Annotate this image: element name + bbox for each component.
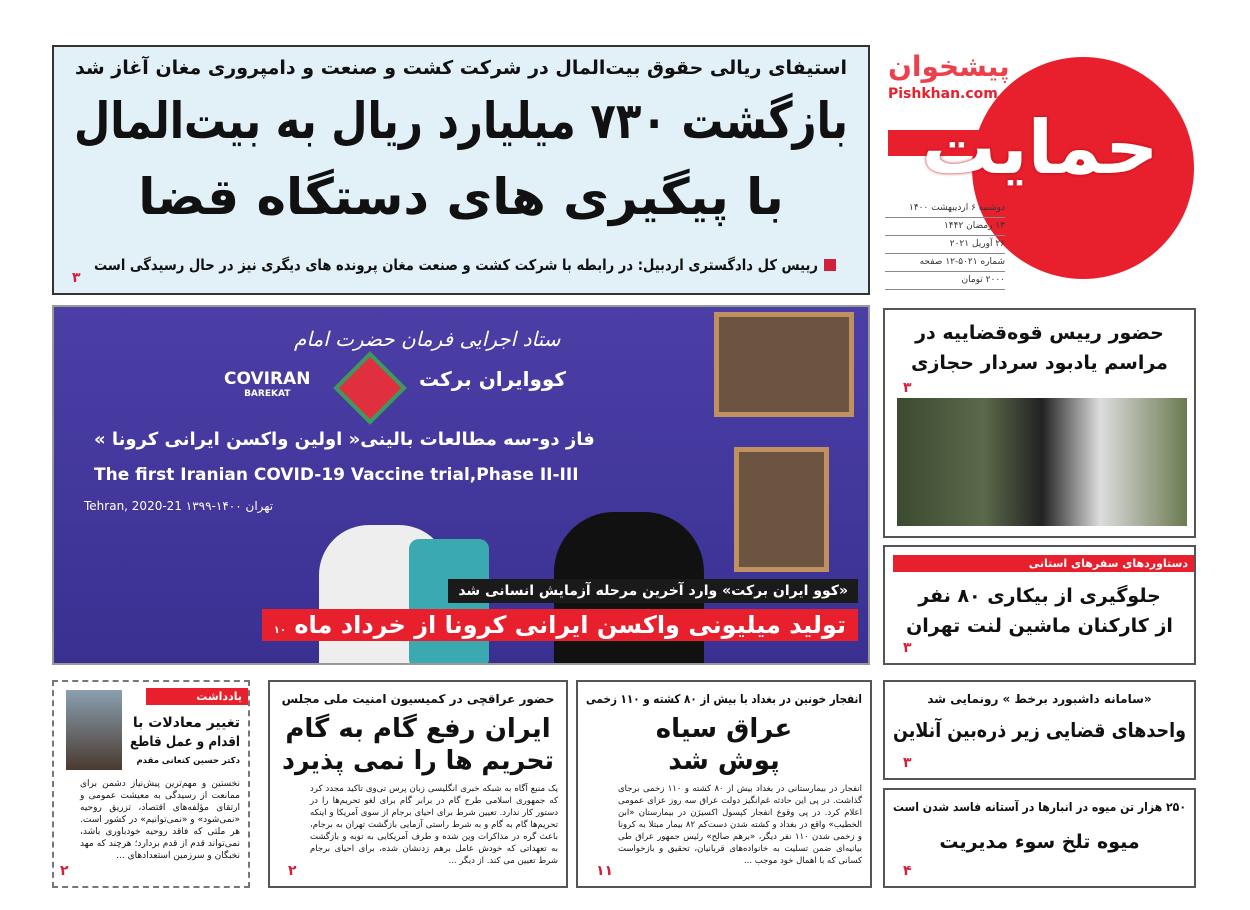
- story-headline: [270, 713, 566, 777]
- right-story-judiciary-chief[interactable]: [883, 308, 1196, 538]
- story-kicker: ۲۵۰ هزار تن میوه در انبارها در آستانه فاسد شدن است: [893, 800, 1186, 814]
- story-kicker: حضور عراقچی در کمیسیون امنیت ملی مجلس: [281, 692, 555, 706]
- page-ref: ۲: [60, 863, 69, 879]
- page-ref: ۴: [903, 863, 912, 879]
- coviran-emblem-icon: [333, 351, 407, 425]
- story-body: یک منبع آگاه به شبکه خبری انگلیسی زبان پرس تی‌وی تاکید مجدد کرد که جمهوری اسلامی طرح گام در برابر گام برای لغو تحریم‌ها را در دستور کار ندارد. تعیین شرط برای احیای برجام از سوی آمریکا و اینکه تحریم‌ها گام به گام و به شرط راستی آزمایی بازگشت تهران به برجام، باعث گره در مذاکرات وین شده و طرف آمریکایی به توبه و بازگشت به تعهداتی که خودش عامل برهم زدنشان شده، برای احیای برجام شرط تعیین می کند. از دیگر ...: [310, 784, 558, 866]
- coviran-en-text: COVIRAN: [224, 369, 311, 389]
- story-iraq[interactable]: [576, 680, 872, 888]
- page-ref: ۳: [903, 755, 912, 771]
- coviran-en-sub: BAREKAT: [244, 389, 291, 399]
- headline-line: جلوگیری از بیکاری ۸۰ نفر: [918, 585, 1161, 607]
- issue-info: [885, 200, 1005, 290]
- page-ref: ۳: [903, 640, 912, 656]
- date-gregorian: ۲۶ آوریل ۲۰۲۱: [885, 236, 1005, 254]
- banner-city: تهران ۱۴۰۰-۱۳۹۹ Tehran, 2020-21: [84, 499, 274, 513]
- watermark-fa: پیشخوان: [888, 50, 1010, 83]
- page-ref: ۳: [903, 380, 912, 396]
- date-weekday: دوشنبه ۶ اردیبهشت ۱۴۰۰: [885, 200, 1005, 218]
- headline-line: ایران رفع گام به گام: [285, 714, 551, 744]
- lead-story[interactable]: [52, 45, 870, 295]
- banner-fa-2: فاز دو-سه مطالعات بالینی« اولین واکسن ایرانی کرونا »: [94, 429, 595, 450]
- story-iran-sanctions[interactable]: [268, 680, 568, 888]
- headline-line: عراق سیاه: [655, 714, 793, 744]
- headline-line: تغییر معادلات با: [132, 715, 240, 731]
- lead-kicker: استیفای ریالی حقوق بیت‌المال در شرکت کشت و صنعت و دامپروری مغان آغاز شد: [74, 57, 847, 79]
- story-headline: میوه تلخ سوء مدیریت: [939, 831, 1140, 853]
- story-headline: [578, 713, 870, 777]
- banner-org: ستاد اجرایی فرمان حضرت امام: [294, 327, 561, 351]
- photo-story[interactable]: [52, 305, 870, 665]
- lead-headline-1: بازگشت ۷۳۰ میلیارد ریال به بیت‌المال: [73, 92, 848, 150]
- note-body: نخستین و مهم‌ترین پیش‌نیاز دشمن برای ممانعت از رسیدگی به معیشت عمومی و ارتقای مؤلفه‌های اقتصاد، تزریق روحیه «نمی‌شود» و «نمی‌توانیم» در کشور است. هر ملتی که فاقد روحیه خودباوری باشد، نمی‌تواند قدم از قدم بردارد؛ هرچند که مهد نخبگان و سرزمین استعدادهای ...: [80, 779, 240, 861]
- story-body: انفجار در بیمارستانی در بغداد بیش از ۸۰ کشته و ۱۱۰ زخمی برجای گذاشت. در پی این حادثه غم‌انگیز دولت عراق سه روز عزای عمومی اعلام کرد. در پی وقوع انفجار کپسول اکسیژن در بیمارستان «ابن الخطیب» واقع در بغداد و کشته شدن دست‌کم ۸۲ بیمار مبتلا به کرونا و زخمی شدن ۱۱۰ نفر دیگر، «برهم صالح» رئیس جمهور عراق طی بیانیه‌ای ضمن تسلیت به خانواده‌های قربانیان، تحقیق و بازخواست کسانی که با اهمال خود موجب ...: [618, 784, 862, 866]
- story-headline: [885, 318, 1194, 378]
- section-tag: یادداشت: [146, 688, 248, 705]
- page-ref: ۳: [72, 270, 81, 286]
- page-ref: ۲: [288, 863, 297, 879]
- story-headline: [885, 581, 1194, 641]
- right-story-jobs[interactable]: [883, 545, 1196, 665]
- author-photo: [66, 690, 122, 770]
- price: ۲۰۰۰ تومان: [885, 272, 1005, 290]
- story-photo: [897, 398, 1187, 526]
- editorial-note[interactable]: [52, 680, 250, 888]
- bullet-square-icon: [824, 259, 836, 271]
- page-ref: ۱۰: [273, 625, 287, 636]
- story-kicker: انفجار خونین در بغداد با بیش از ۸۰ کشته و ۱۱۰ زخمی: [586, 692, 862, 706]
- headline-line: تحریم ها را نمی پذیرد: [282, 746, 554, 776]
- lead-headline-2: با پیگیری های دستگاه قضا: [138, 168, 784, 226]
- coviran-en: [224, 369, 310, 399]
- page-ref: ۱۱: [596, 863, 614, 879]
- headline-line: اقدام و عمل قاطع: [130, 734, 240, 750]
- portrait-frame-1: [714, 312, 854, 417]
- coviran-fa: کووایران برکت: [419, 367, 567, 391]
- lead-subheadline: رییس کل دادگستری اردبیل: در رابطه با شرکت کشت و صنعت مغان پرونده های دیگری نیز در حال رسیدگی است: [94, 256, 819, 274]
- banner-en: The first Iranian COVID-19 Vaccine trial,Phase II-III: [94, 465, 579, 485]
- headline-line: حضور رییس قوه‌قضاییه در: [915, 322, 1164, 344]
- note-headline: [130, 714, 240, 752]
- headline-line: از کارکنان ماشین لنت تهران: [906, 615, 1173, 637]
- photo-headline: [262, 609, 858, 641]
- right-story-fruit[interactable]: [883, 788, 1196, 888]
- headline-line: پوش شد: [668, 746, 780, 776]
- section-tag: دستاوردهای سفرهای استانی: [893, 555, 1194, 572]
- story-headline: واحدهای قضایی زیر ذره‌بین آنلاین: [893, 718, 1186, 742]
- date-hijri: ۱۳ رمضان ۱۴۴۲: [885, 218, 1005, 236]
- story-kicker: «سامانه داشبورد برخط » رونمایی شد: [927, 692, 1152, 706]
- right-story-online-units[interactable]: [883, 680, 1196, 780]
- watermark-en: Pishkhan.com: [888, 86, 998, 102]
- photo-headline-text: تولید میلیونی واکسن ایرانی کرونا از خرداد ماه: [294, 611, 846, 639]
- portrait-frame-2: [734, 447, 829, 572]
- photo-caption: «کوو ایران برکت» وارد آخرین مرحله آزمایش انسانی شد: [448, 579, 858, 603]
- issue-number: شماره ۵۰۲۱-۱۲ صفحه: [885, 254, 1005, 272]
- logo-mark: حمایت: [921, 105, 1159, 191]
- headline-line: مراسم یادبود سردار حجازی: [911, 352, 1168, 374]
- author-name: دکتر حسین کنعانی مقدم: [136, 756, 240, 766]
